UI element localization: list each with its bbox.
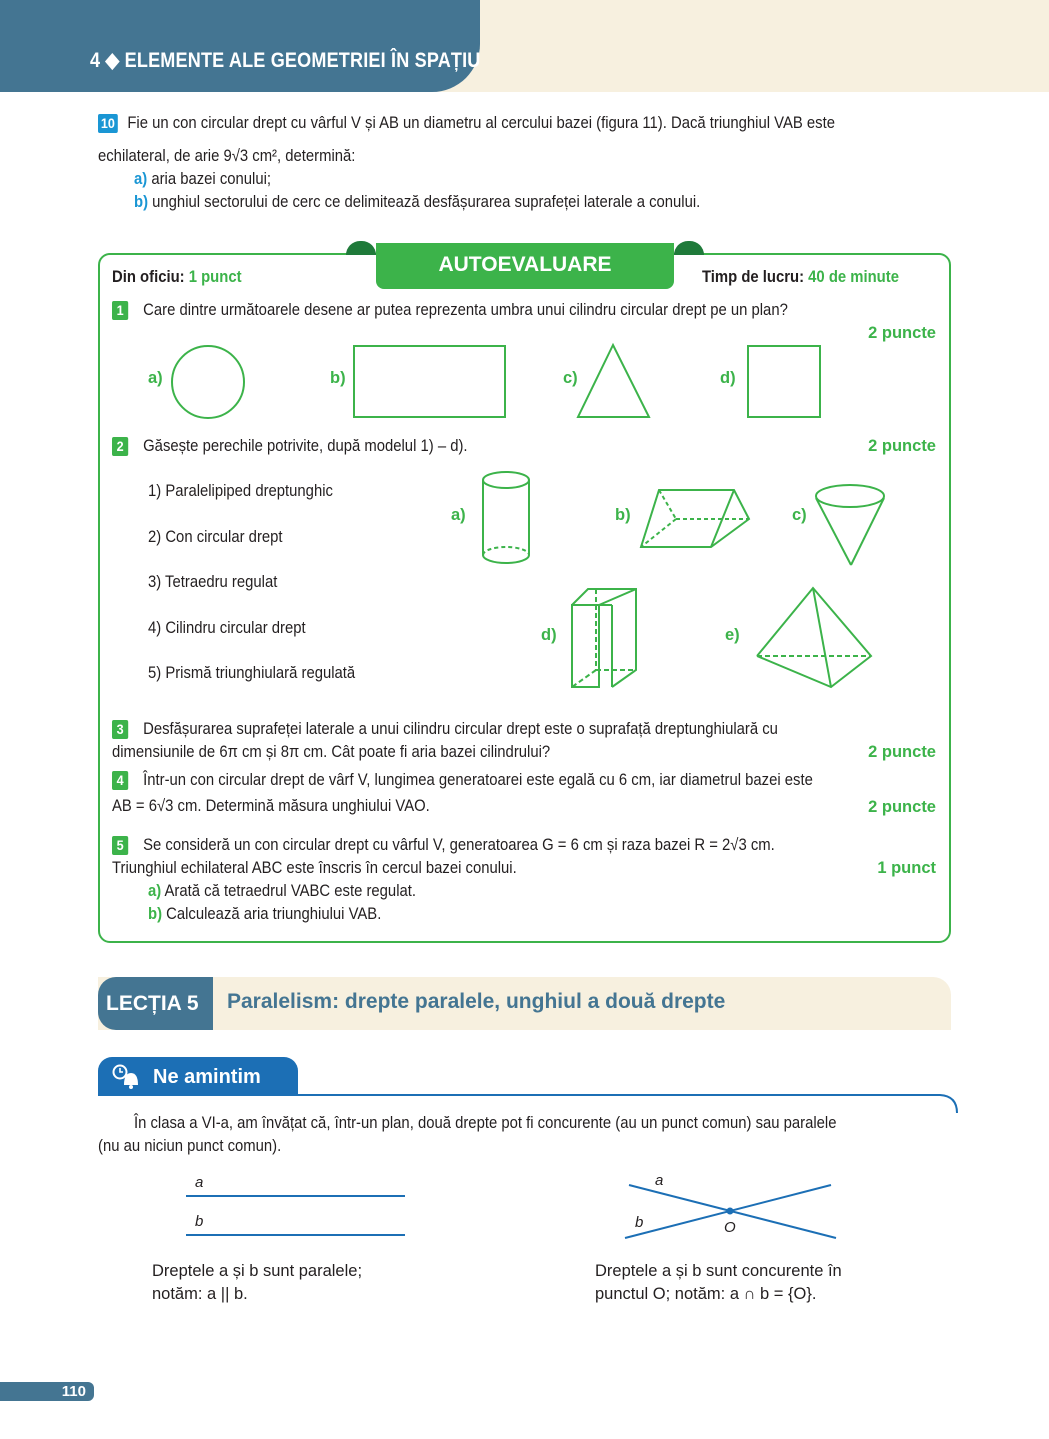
- lesson-title: Paralelism: drepte paralele, unghiul a două drepte: [227, 990, 726, 1013]
- page-number: 110: [0, 1382, 94, 1401]
- q5-line1: 5 Se consideră un con circular drept cu vârful V, generatoarea G = 6 cm și raza bazei R = 2√3 cm.: [112, 834, 775, 857]
- q1-option-b: b): [330, 369, 346, 387]
- q2-badge: 2: [112, 437, 128, 456]
- q2-points: 2 puncte: [868, 437, 936, 455]
- q1-option-d: d): [720, 369, 736, 387]
- q3-line1: 3 Desfășurarea suprafeței laterale a unui cilindru circular drept este o suprafață dreptunghiulară cu: [112, 718, 778, 741]
- label-b: b: [195, 1213, 204, 1230]
- q3-badge: 3: [112, 720, 128, 739]
- fig2-caption1: Dreptele a și b sunt concurente în: [595, 1262, 842, 1280]
- timp-de-lucru: Timp de lucru: 40 de minute: [702, 268, 899, 286]
- exercise-10-b: b) unghiul sectorului de cerc ce delimitează desfășurarea suprafeței laterale a conului.: [134, 193, 701, 211]
- q2-item-1: 1) Paralelipiped dreptunghic: [148, 482, 333, 500]
- q1-option-c: c): [563, 369, 578, 387]
- label-o: O: [724, 1219, 736, 1236]
- q4-line2: AB = 6√3 cm. Determină măsura unghiului VAO.: [112, 797, 430, 815]
- q1-text: 1 Care dintre următoarele desene ar putea reprezenta umbra unui cilindru circular drept pe un plan?: [112, 299, 788, 322]
- exercise-number-badge: 10: [98, 114, 118, 133]
- remember-tab: Ne amintim: [98, 1057, 298, 1095]
- q1-badge: 1: [112, 301, 128, 320]
- label-a: a: [655, 1172, 664, 1189]
- lesson-tab: LECȚIA 5: [98, 977, 213, 1030]
- q2-item-4: 4) Cilindru circular drept: [148, 619, 306, 637]
- q1-points: 2 puncte: [868, 324, 936, 342]
- autoevaluare-title: AUTOEVALUARE: [376, 243, 674, 289]
- q3-points: 2 puncte: [868, 743, 936, 761]
- q5-line2: Triunghiul echilateral ABC este înscris în cercul bazei conului.: [112, 859, 517, 877]
- q2-item-2: 2) Con circular drept: [148, 528, 283, 546]
- remember-line1: În clasa a VI-a, am învățat că, într-un plan, două drepte pot fi concurente (au un punct comun) sau paralele: [134, 1114, 837, 1132]
- q2-figure-d-label: d): [541, 626, 557, 644]
- q2-text: 2 Găsește perechile potrivite, după modelul 1) – d).: [112, 435, 468, 458]
- q2-item-3: 3) Tetraedru regulat: [148, 573, 278, 591]
- q4-line1: 4 Într-un con circular drept de vârf V, lungimea generatoarei este egală cu 6 cm, iar diametrul bazei este: [112, 769, 813, 792]
- fig2-caption2: punctul O; notăm: a ∩ b = {O}.: [595, 1285, 817, 1303]
- q5-badge: 5: [112, 836, 128, 855]
- label-a: a: [195, 1174, 204, 1191]
- label-b: b: [635, 1214, 644, 1231]
- fig1-caption1: Dreptele a și b sunt paralele;: [152, 1262, 363, 1280]
- q2-item-5: 5) Prismă triunghiulară regulată: [148, 664, 356, 682]
- q2-figure-a-label: a): [451, 506, 466, 524]
- exercise-10-line1: 10 Fie un con circular drept cu vârful V și AB un diametru al cercului bazei (figura 11). Dacă triunghiul VAB este: [98, 112, 835, 135]
- q5-b: b) Calculează aria triunghiului VAB.: [148, 905, 382, 923]
- q3-line2: dimensiunile de 6π cm și 8π cm. Cât poate fi aria bazei cilindrului?: [112, 743, 551, 761]
- q2-figure-b-label: b): [615, 506, 631, 524]
- q2-figure-c-label: c): [792, 506, 807, 524]
- q5-a: a) Arată că tetraedrul VABC este regulat.: [148, 882, 417, 900]
- point-o: [727, 1208, 734, 1215]
- exercise-10-a: a) aria bazei conului;: [134, 170, 272, 188]
- q1-option-a: a): [148, 369, 163, 387]
- fig1-caption2: notăm: a || b.: [152, 1285, 248, 1303]
- chapter-title: 4 ◆ ELEMENTE ALE GEOMETRIEI ÎN SPAȚIU: [90, 49, 481, 72]
- q5-points: 1 punct: [877, 859, 936, 877]
- din-oficiu: Din oficiu: 1 punct: [112, 268, 242, 286]
- remember-line2: (nu au niciun punct comun).: [98, 1137, 282, 1155]
- q4-badge: 4: [112, 771, 128, 790]
- exercise-10-line2: echilateral, de arie 9√3 cm², determină:: [98, 147, 356, 165]
- q4-points: 2 puncte: [868, 798, 936, 816]
- q2-figure-e-label: e): [725, 626, 740, 644]
